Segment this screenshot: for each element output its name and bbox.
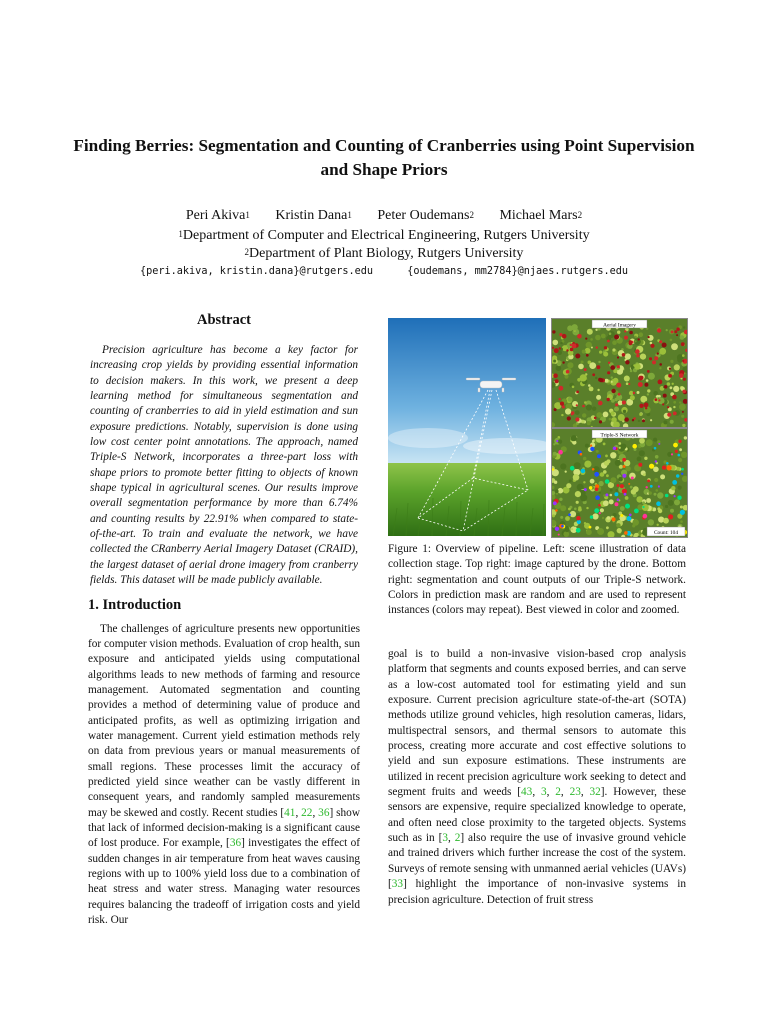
berry-mark xyxy=(647,370,650,373)
berry-mark xyxy=(673,412,677,416)
berry-mark xyxy=(599,420,602,423)
berry-mark xyxy=(622,353,626,357)
instance-mark xyxy=(598,504,601,507)
berry-mark xyxy=(552,330,555,333)
citation-link[interactable]: 22 xyxy=(301,806,313,819)
berry-mark xyxy=(629,340,632,343)
berry-mark xyxy=(608,362,610,364)
berry-mark xyxy=(662,403,664,405)
berry-mark xyxy=(635,349,640,354)
email-group: {oudemans, mm2784}@njaes.rutgers.edu xyxy=(407,266,629,277)
berry-mark xyxy=(559,386,564,391)
segmentation-output-panel xyxy=(551,428,688,538)
instance-mark xyxy=(668,514,673,519)
berry-mark xyxy=(566,349,568,351)
berry-mark xyxy=(652,360,656,364)
instance-mark xyxy=(590,445,592,447)
citation-link[interactable]: 3 xyxy=(442,832,448,845)
instance-mark xyxy=(615,502,619,506)
instance-mark xyxy=(580,453,583,456)
berry-mark xyxy=(642,419,645,422)
citation-link[interactable]: 23 xyxy=(569,786,581,799)
berry-mark xyxy=(554,408,557,411)
citation-link[interactable]: 43 xyxy=(521,786,533,799)
berry-mark xyxy=(553,373,558,378)
instance-mark xyxy=(681,473,683,475)
berry-mark xyxy=(672,395,677,400)
berry-mark xyxy=(640,376,644,380)
intro-paragraph: The challenges of agriculture presents new opportunities for computer vision methods. Evaluation of crop health, sun exposure and anticipated yields using computational algorithms leads to new methods of farming and resource management. Automated segmentation and counting provides a method of determining value of produce and anticipated profits, as well as optimizing irrigation and water management. Current yield estimation methods rely on data from previous years or manual measurements of small regions. These processes limit the accuracy of predicted yield since weather can be vastly different in consequent years, and randomly sampled measurements may be skewed and costly. Recent studies [41, 22, 36] show that lack of informed decision-making is a significant cause of lost produce. For example, [36] investigates the effect of sudden changes in air temperature from heat waves causing regions with up to 100% yield loss due to a combination of heat stress and water stress. Managing water resources requires balancing the tradeoff of irrigation costs and yield risk. Our xyxy=(88,622,361,927)
instance-mark xyxy=(631,477,634,480)
berry-mark xyxy=(629,331,633,335)
instance-mark xyxy=(595,495,600,500)
figure-1 xyxy=(388,318,686,536)
instance-mark xyxy=(622,458,626,462)
berry-mark xyxy=(615,403,618,406)
instance-mark xyxy=(589,526,592,529)
berry-mark xyxy=(657,352,659,354)
author: Michael Mars$^2$ xyxy=(499,208,583,223)
berry-mark xyxy=(682,411,684,413)
instance-mark xyxy=(665,494,669,498)
instance-mark xyxy=(658,485,660,487)
berry-mark xyxy=(676,328,679,331)
citation-link[interactable]: 2 xyxy=(555,786,561,799)
berry-mark xyxy=(658,399,660,401)
berry-mark xyxy=(554,348,559,353)
berry-mark xyxy=(566,370,570,374)
berry-mark xyxy=(674,330,677,333)
berry-mark xyxy=(562,405,565,408)
berry-mark xyxy=(607,340,610,343)
berry-mark xyxy=(597,365,601,369)
instance-mark xyxy=(677,496,681,500)
instance-mark xyxy=(613,447,616,450)
section-heading-introduction: 1. Introduction xyxy=(88,596,182,613)
berry-mark xyxy=(654,356,658,360)
berry-mark xyxy=(607,398,610,401)
instance-mark xyxy=(681,468,684,471)
author: Kristin Dana$^1$ xyxy=(275,208,352,223)
berry-mark xyxy=(683,378,686,381)
berry-mark xyxy=(671,331,674,334)
berry-mark xyxy=(644,383,648,387)
aerial-imagery-panel xyxy=(551,318,688,428)
instance-mark xyxy=(620,514,623,517)
berry-mark xyxy=(575,417,579,421)
instance-mark xyxy=(576,528,581,533)
berry-mark xyxy=(645,407,647,409)
citation-link[interactable]: 3 xyxy=(540,786,547,799)
berry-mark xyxy=(584,368,587,371)
berry-mark xyxy=(669,368,671,370)
instance-mark xyxy=(676,474,679,477)
instance-mark xyxy=(576,516,580,520)
berry-mark xyxy=(676,334,678,336)
instance-mark xyxy=(678,454,681,457)
instance-mark xyxy=(568,513,571,516)
instance-mark xyxy=(622,474,626,478)
instance-mark xyxy=(581,469,586,474)
instance-mark xyxy=(595,488,599,492)
instance-mark xyxy=(649,464,654,469)
berry-mark xyxy=(659,340,662,343)
instance-mark xyxy=(647,480,650,483)
instance-mark xyxy=(634,509,639,514)
intro-paragraph-continued: goal is to build a non-invasive vision-based crop analysis platform that segments and counts exposed berries, and can serve as a low-cost automated tool for estimating yield and sun exposure. Current precision agriculture state-of-the-art (SOTA) methods utilize ground vehicles, high resolution cameras, lidars, multispectral sensors, and thermal sensors to automate this process, creating more accurate and cost effective solutions to yield and sun exposure estimations. These instruments are utilized in recent precision agriculture work seeking to detect and segment fruits and weeds [43, 3, 2, 23, 32]. However, these sensors are expensive, require specialized knowledge to operate, and often need close proximity to the targeted objects. Systems such as in [3, 2] also require the use of invasive ground vehicle and trained drivers which further increase the cost of the system. Surveys of remote sensing with unmanned aerial vehicles (UAVs) [33] highlight the importance of non-invasive systems in precision agriculture. Detection of fruit stress xyxy=(388,648,686,906)
instance-mark xyxy=(558,450,563,455)
instance-mark xyxy=(674,495,676,497)
citation-link[interactable]: 33 xyxy=(391,878,404,891)
berry-mark xyxy=(576,404,578,406)
berry-mark xyxy=(624,330,626,332)
instance-mark xyxy=(590,447,594,451)
berry-mark xyxy=(552,347,554,349)
instance-mark xyxy=(584,488,587,491)
affiliation: $^1$Department of Computer and Electrical Engineering, Rutgers University xyxy=(178,228,590,243)
abstract-heading: Abstract xyxy=(197,312,251,328)
berry-mark xyxy=(667,406,669,408)
left-column xyxy=(88,312,360,928)
instance-mark xyxy=(656,501,661,506)
berry-mark xyxy=(658,380,663,385)
citation-link[interactable]: 41 xyxy=(284,806,296,819)
berry-mark xyxy=(616,383,621,388)
berry-mark xyxy=(610,365,615,370)
berry-mark xyxy=(681,342,685,346)
instance-mark xyxy=(561,525,564,528)
instance-mark xyxy=(678,440,681,443)
berry-mark xyxy=(638,338,640,340)
instance-mark xyxy=(667,465,672,470)
berry-mark xyxy=(614,335,619,340)
berry-mark xyxy=(679,373,684,378)
instance-mark xyxy=(555,527,559,531)
instance-mark xyxy=(646,486,648,488)
instance-mark xyxy=(643,514,648,519)
author-emails xyxy=(60,266,708,277)
berry-mark xyxy=(577,334,582,339)
abstract-text: Precision agriculture has become a key factor for increasing crop yields by providing essential information to decision makers. In this work, we present a deep learning method for simultaneous segmentation and counting of cranberries to aid in yield estimation and sun exposure predictions. Notably, supervision is done using low cost center point annotations. The approach, named Triple-S Network, incorporates a three-part loss with shape priors to promote better fitting to objects of known shape typical in agricultural scenes. Our results improve overall segmentation performance by more than 6.74% and counting results by 22.91% when compared to state-of-the-art. To train and evaluate the network, we have collected the CRanberry Aerial Imagery Dataset (CRAID), the largest dataset of aerial drone imagery from cranberry fields. This dataset will be made publicly available. xyxy=(90,344,358,587)
berry-mark xyxy=(562,361,564,363)
berry-mark xyxy=(607,371,610,374)
right-column xyxy=(388,647,686,908)
email-group: {peri.akiva, kristin.dana}@rutgers.edu xyxy=(139,266,374,277)
instance-mark xyxy=(620,484,624,488)
instance-mark xyxy=(655,460,657,462)
instance-mark xyxy=(642,506,644,508)
berry-mark xyxy=(594,417,597,420)
berry-mark xyxy=(582,405,585,408)
berry-mark xyxy=(649,357,652,360)
instance-mark xyxy=(589,486,592,489)
panel-label: Triple-S Network xyxy=(600,432,639,439)
citation-link[interactable]: 2 xyxy=(454,832,461,845)
berry-mark xyxy=(650,344,654,348)
instance-mark xyxy=(592,468,595,471)
instance-mark xyxy=(612,517,616,521)
instance-mark xyxy=(628,483,630,485)
citation-link[interactable]: 32 xyxy=(589,786,601,799)
berry-mark xyxy=(628,383,630,385)
instance-mark xyxy=(658,443,660,445)
instance-mark xyxy=(666,462,669,465)
berry-mark xyxy=(598,401,603,406)
instance-mark xyxy=(617,484,620,487)
figure-caption: Figure 1: Overview of pipeline. Left: scene illustration of data collection stage. Top right: image captured by the drone. Bottom right: segmentation and count outputs of our Triple-S network. Colors in prediction mask are random and are used to represent instances (colors may repeat). Best viewed in color and zoomed. xyxy=(388,543,686,617)
instance-mark xyxy=(590,515,593,518)
berry-mark xyxy=(644,403,649,408)
instance-mark xyxy=(624,493,627,496)
instance-mark xyxy=(675,450,678,453)
berry-mark xyxy=(682,390,686,394)
author: Peter Oudemans$^2$ xyxy=(377,208,474,223)
berry-mark xyxy=(664,385,668,389)
berry-mark xyxy=(638,382,643,387)
instance-mark xyxy=(555,509,558,512)
berry-mark xyxy=(570,348,574,352)
instance-mark xyxy=(625,504,630,509)
instance-mark xyxy=(623,465,626,468)
instance-mark xyxy=(662,465,666,469)
instance-mark xyxy=(558,534,560,536)
instance-mark xyxy=(672,480,677,485)
berry-mark xyxy=(639,404,643,408)
berry-mark xyxy=(657,328,661,332)
instance-mark xyxy=(599,512,601,514)
drone-scene-illustration xyxy=(388,318,546,536)
author-list xyxy=(60,207,708,225)
instance-mark xyxy=(594,508,599,513)
berry-mark xyxy=(575,354,580,359)
berry-mark xyxy=(596,346,598,348)
instance-mark xyxy=(570,466,575,471)
instance-mark xyxy=(627,516,632,521)
author: Peri Akiva$^1$ xyxy=(185,208,250,223)
berry-mark xyxy=(567,416,571,420)
berry-mark xyxy=(562,334,567,339)
berry-mark xyxy=(668,374,672,378)
instance-mark xyxy=(671,453,673,455)
berry-mark xyxy=(682,360,684,362)
berry-mark xyxy=(599,378,603,382)
instance-mark xyxy=(614,492,618,496)
instance-mark xyxy=(654,447,657,450)
berry-mark xyxy=(604,346,607,349)
instance-mark xyxy=(605,479,610,484)
berry-mark xyxy=(617,356,619,358)
berry-mark xyxy=(624,336,628,340)
berry-mark xyxy=(586,354,589,357)
berry-mark xyxy=(625,417,629,421)
instance-mark xyxy=(556,440,558,442)
berry-mark xyxy=(617,365,620,368)
count-label: Count: 104 xyxy=(653,530,679,536)
berry-mark xyxy=(618,393,621,396)
instance-mark xyxy=(617,498,620,501)
instance-mark xyxy=(629,514,632,517)
paper-title: Finding Berries: Segmentation and Counting of Cranberries using Point Supervision and Shape Priors xyxy=(73,136,695,179)
berry-mark xyxy=(648,336,650,338)
instance-mark xyxy=(605,493,608,496)
instance-mark xyxy=(632,444,637,449)
berry-mark xyxy=(632,419,634,421)
instance-mark xyxy=(680,510,685,515)
panel-label: Aerial Imagery xyxy=(603,322,636,329)
berry-mark xyxy=(585,338,587,340)
instance-mark xyxy=(577,520,581,524)
berry-mark xyxy=(555,379,559,383)
instance-mark xyxy=(624,531,628,535)
berry-mark xyxy=(662,343,667,348)
berry-mark xyxy=(572,344,577,349)
berry-mark xyxy=(655,398,658,401)
instance-mark xyxy=(552,468,554,470)
berry-mark xyxy=(611,389,615,393)
berry-mark xyxy=(576,391,579,394)
berry-mark xyxy=(592,373,595,376)
berry-mark xyxy=(560,402,564,406)
instance-mark xyxy=(594,472,599,477)
instance-mark xyxy=(553,501,557,505)
berry-mark xyxy=(636,354,639,357)
berry-mark xyxy=(667,413,671,417)
berry-mark xyxy=(625,360,629,364)
affiliation: $^2$Department of Plant Biology, Rutgers University xyxy=(244,246,524,261)
instance-mark xyxy=(597,454,601,458)
berry-mark xyxy=(663,394,667,398)
berry-mark xyxy=(559,398,561,400)
berry-mark xyxy=(559,347,561,349)
berry-mark xyxy=(571,413,573,415)
berry-mark xyxy=(622,401,626,405)
instance-mark xyxy=(673,443,678,448)
citation-link[interactable]: 36 xyxy=(318,806,330,819)
berry-mark xyxy=(633,392,635,394)
instance-mark xyxy=(650,485,653,488)
citation-link[interactable]: 36 xyxy=(229,837,242,850)
instance-mark xyxy=(638,463,642,467)
berry-mark xyxy=(659,363,662,366)
